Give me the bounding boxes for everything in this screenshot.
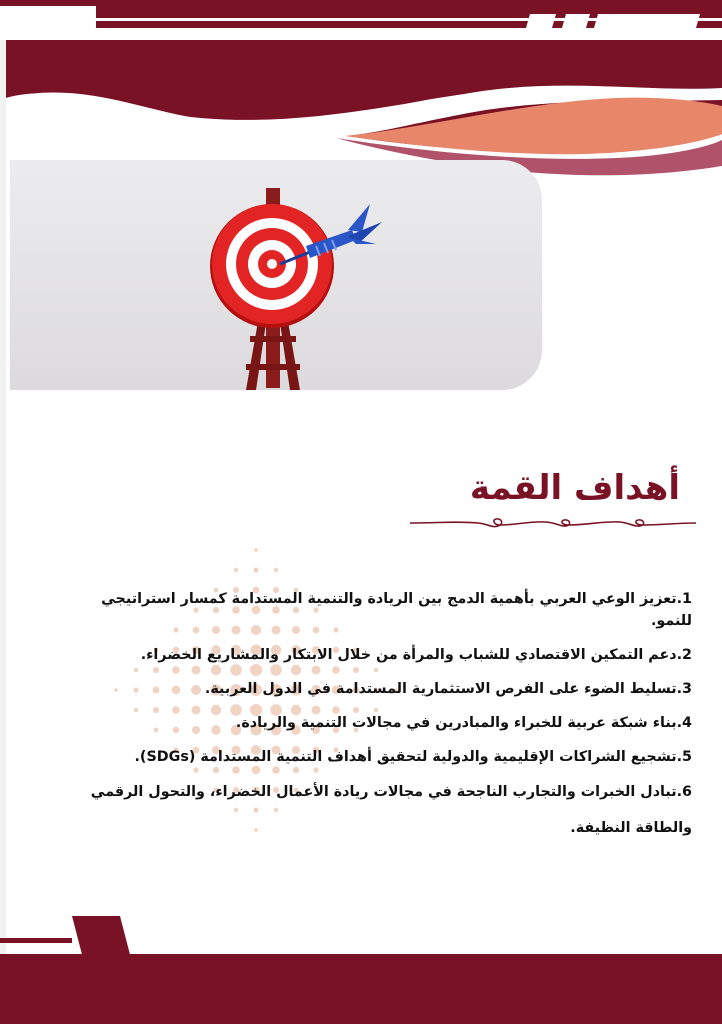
goal-item-6: 6.تبادل الخبرات والتجارب الناجحة في مجالات ريادة الأعمال الخضراء، والتحول الرقمي والطاقة النظيفة. (90, 784, 692, 836)
goal-item-4: 4.بناء شبكة عربية للخبراء والمبادرين في مجالات التنمية والريادة. (235, 715, 692, 731)
swirl-divider-icon (408, 510, 698, 534)
goal-item-3: 3.تسليط الضوء على الفرص الاستثمارية المستدامة في الدول العربية. (204, 681, 692, 697)
page-sheet (6, 40, 722, 1024)
goal-item-1: 1.تعزيز الوعي العربي بأهمية الدمج بين الريادة والتنمية المستدامة كمسار استراتيجي للنمو. (101, 591, 692, 629)
footer-decoration (0, 910, 722, 1024)
target-image-card (10, 160, 542, 390)
section-title: أهداف القمة (469, 468, 680, 508)
goal-item-5: 5.تشجيع الشراكات الإقليمية والدولية لتحقيق أهداف التنمية المستدامة (SDGs). (134, 749, 692, 765)
dart-icon (10, 160, 542, 390)
goals-list (56, 588, 692, 858)
previous-page-edge (0, 0, 722, 40)
goal-item-2: 2.دعم التمكين الاقتصادي للشباب والمرأة من خلال الابتكار والمشاريع الخضراء. (140, 647, 692, 663)
